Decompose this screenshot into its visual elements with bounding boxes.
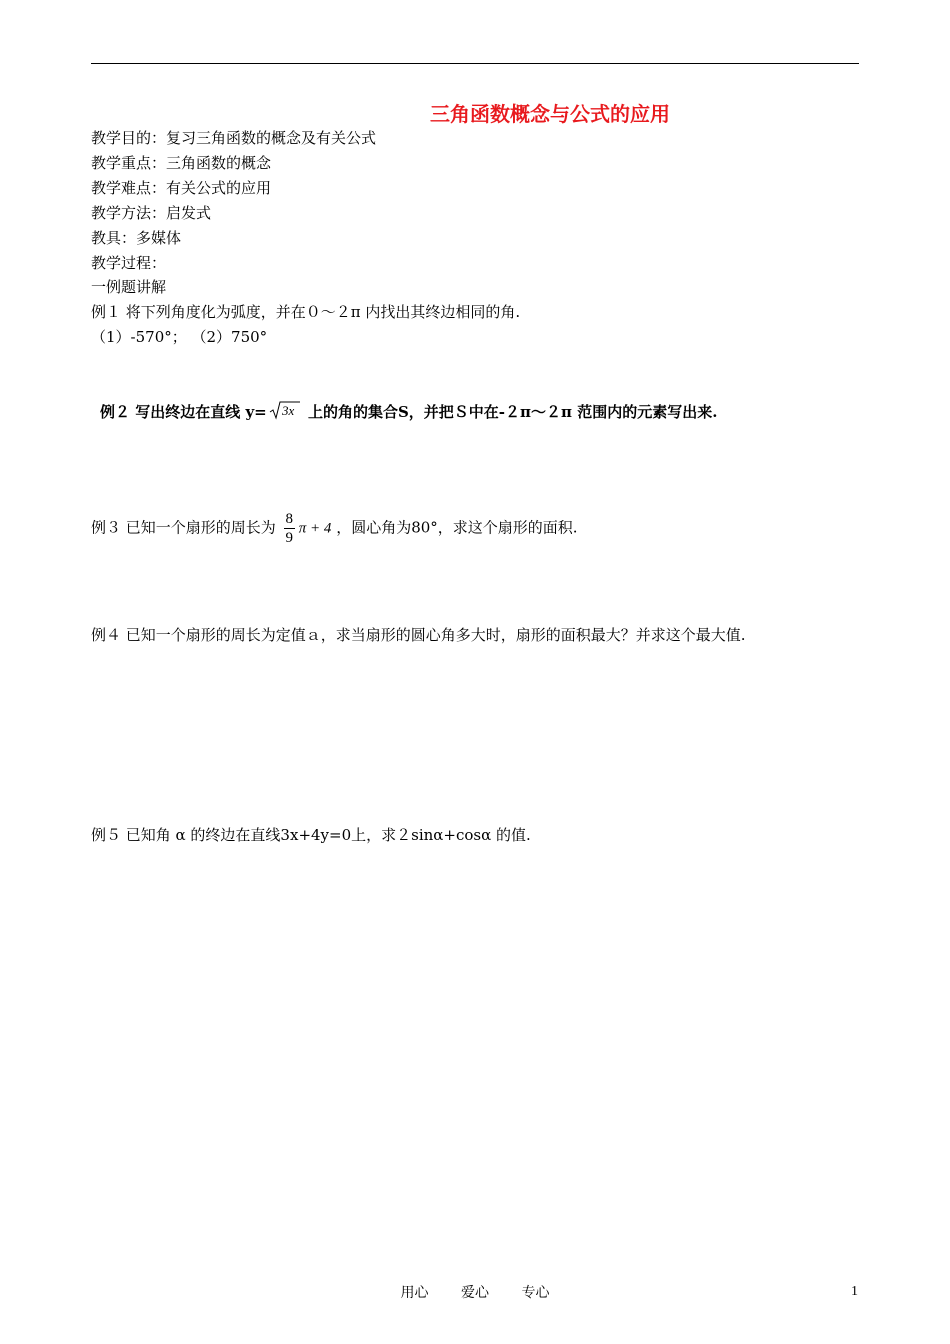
- footer-word-2: 爱心: [461, 1285, 489, 1301]
- example-2-suffix: 上的角的集合S，并把Ｓ中在-２π～２π 范围内的元素写出来.: [302, 403, 718, 421]
- example-3-expression: π + 4: [298, 520, 332, 537]
- header-rule: [91, 63, 859, 64]
- intro-difficulty: 教学难点：有关公式的应用: [91, 179, 272, 197]
- example-4: 例４ 已知一个扇形的周长为定值ａ，求当扇形的圆心角多大时，扇形的面积最大？并求这个最大值.: [91, 626, 746, 644]
- example-5: 例５ 已知角 α 的终边在直线3x+4y=0上，求２sinα+cosα 的值.: [91, 826, 531, 844]
- footer-word-3: 专心: [521, 1285, 550, 1301]
- fraction: [284, 510, 295, 547]
- intro-focus: 教学重点：三角函数的概念: [91, 154, 272, 172]
- footer-motto: [0, 1282, 950, 1302]
- example-3-suffix: ，圆心角为80°，求这个扇形的面积.: [331, 518, 578, 537]
- sqrt-argument: 3x: [281, 403, 295, 418]
- intro-examples-heading: 一例题讲解: [91, 278, 167, 296]
- example-3: [91, 510, 578, 547]
- intro-tools: 教具：多媒体: [91, 229, 182, 247]
- sqrt-icon: [269, 400, 301, 420]
- footer-word-1: 用心: [400, 1285, 429, 1301]
- example-2: [100, 400, 717, 425]
- example-1-parts: （1）-570°； （2）750°: [91, 328, 268, 346]
- page-number: 1: [851, 1284, 858, 1299]
- intro-process: 教学过程：: [91, 254, 167, 272]
- example-1: 例１ 将下列角度化为弧度，并在０～２π 内找出其终边相同的角.: [91, 303, 521, 321]
- example-2-prefix: 例２ 写出终边在直线 y=: [100, 403, 267, 421]
- example-3-prefix: 例３ 已知一个扇形的周长为: [91, 518, 276, 537]
- sqrt-expression: [269, 400, 301, 425]
- fraction-denominator: 9: [285, 530, 294, 546]
- fraction-numerator: 8: [285, 511, 294, 527]
- page-title: 三角函数概念与公式的应用: [430, 102, 670, 126]
- intro-purpose: 教学目的：复习三角函数的概念及有关公式: [91, 129, 377, 147]
- intro-method: 教学方法：启发式: [91, 204, 212, 222]
